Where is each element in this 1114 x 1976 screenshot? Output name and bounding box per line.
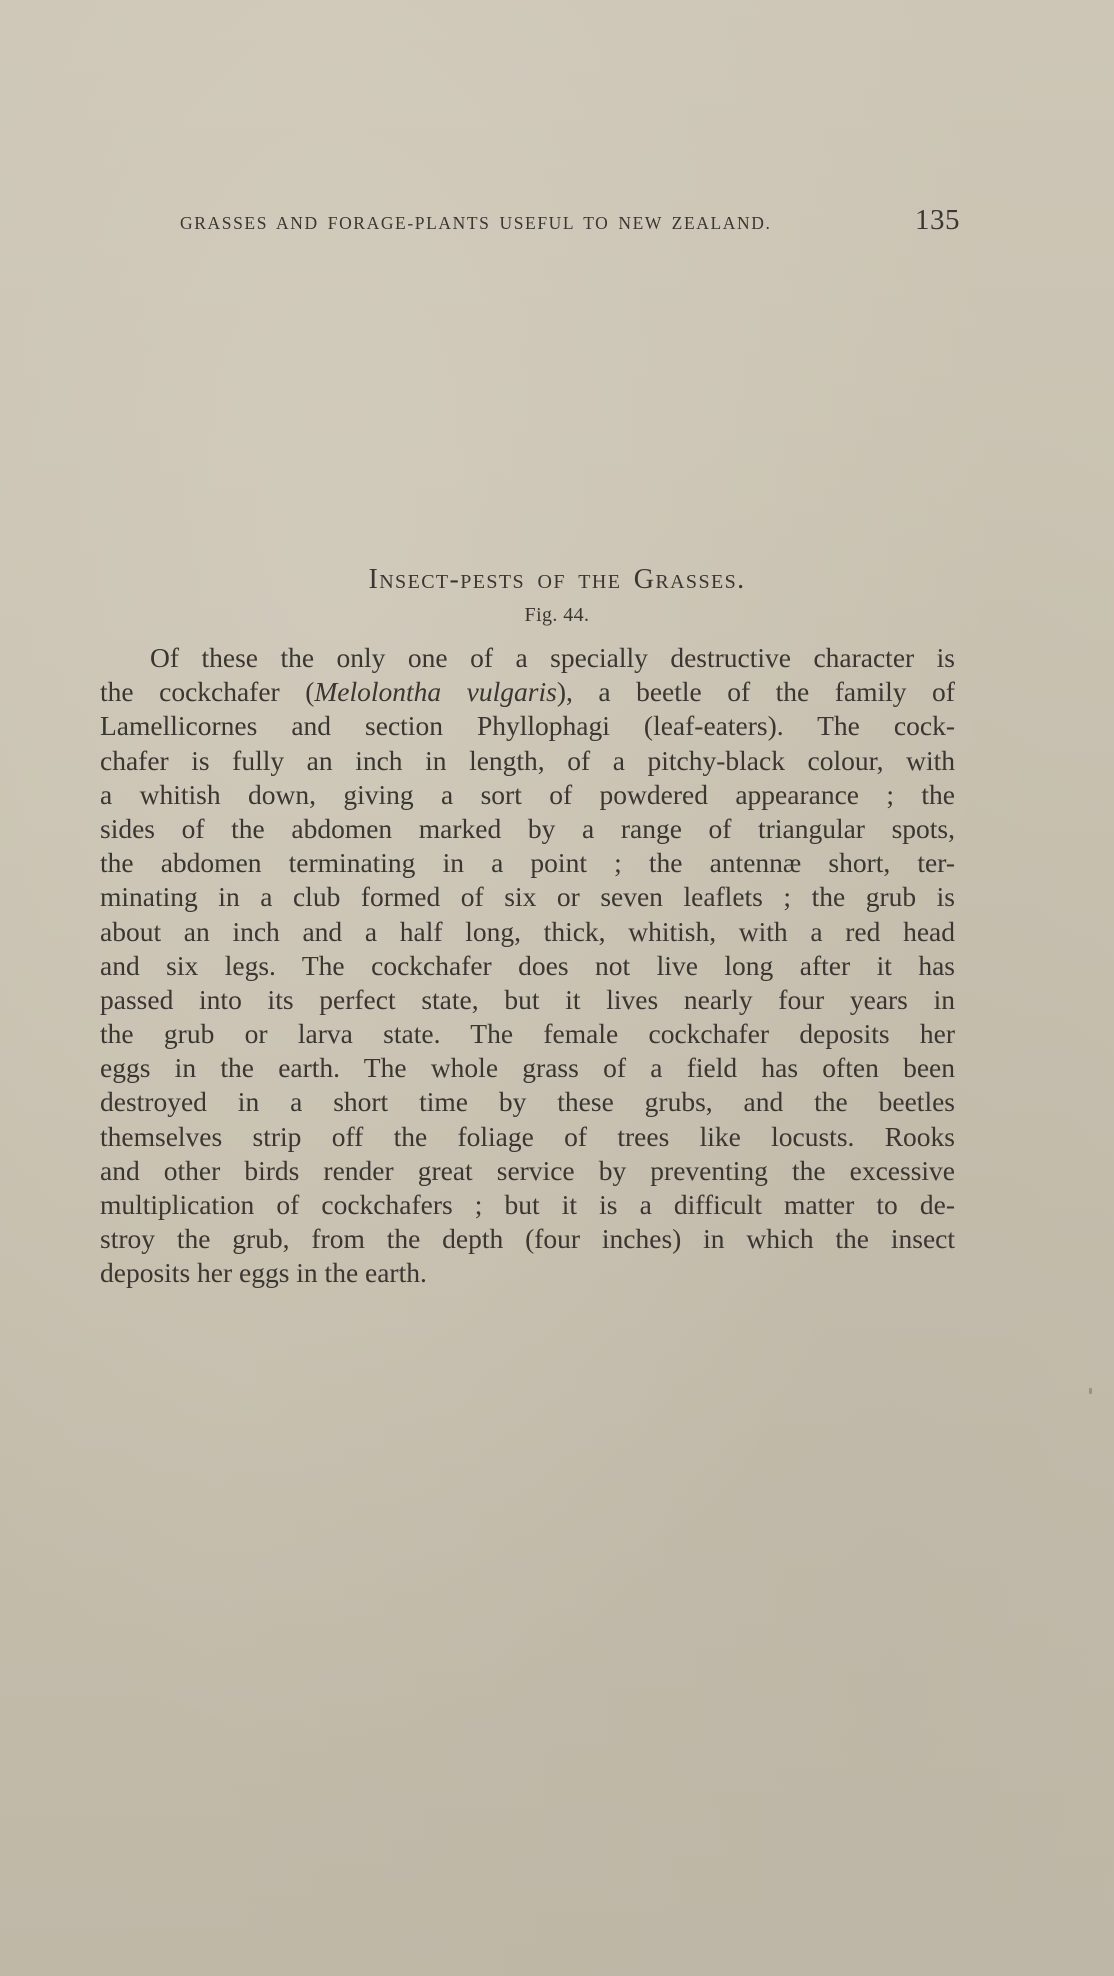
- running-head: [180, 204, 960, 240]
- text-line: multiplication of cockchafers ; but it is a difficult matter to de-: [100, 1189, 955, 1220]
- text-line: eggs in the earth. The whole grass of a field has often been: [100, 1052, 955, 1084]
- running-head-title: GRASSES AND FORAGE-PLANTS USEFUL TO NEW ZEALAND.: [180, 213, 772, 233]
- paper-speck: [1089, 1388, 1092, 1394]
- figure-reference: Fig. 44.: [524, 604, 590, 626]
- text-line: Of these the only one of a specially destructive character is: [150, 642, 955, 673]
- text-line: and six legs. The cockchafer does not live long after it has: [100, 949, 955, 981]
- text-line: stroy the grub, from the depth (four inches) in which the insect: [100, 1223, 955, 1255]
- text-line: themselves strip off the foliage of trees like locusts. Rooks: [100, 1120, 955, 1152]
- section-heading: Insect-pests of the Grasses.: [368, 564, 746, 595]
- text-line: sides of the abdomen marked by a range of triangular spots,: [100, 812, 955, 844]
- page-number: 135: [915, 204, 960, 236]
- body-paragraph: [100, 641, 955, 1291]
- species-name: Melolontha vulgaris: [314, 676, 557, 708]
- text-line: Lamellicornes and section Phyllophagi (leaf-eaters). The cock-: [100, 710, 955, 742]
- text-line: about an inch and a half long, thick, whitish, with a red head: [100, 915, 955, 947]
- text-line: the abdomen terminating in a point ; the antennæ short, ter-: [100, 847, 955, 879]
- text-line: destroyed in a short time by these grubs, and the beetles: [100, 1086, 955, 1118]
- text-line: minating in a club formed of six or seven leaflets ; the grub is: [100, 881, 955, 913]
- text-line: passed into its perfect state, but it lives nearly four years in: [100, 983, 955, 1015]
- text-line: the grub or larva state. The female cockchafer deposits her: [100, 1018, 955, 1050]
- text-line: deposits her eggs in the earth.: [100, 1257, 427, 1289]
- text-line: chafer is fully an inch in length, of a pitchy-black colour, with: [100, 744, 955, 776]
- text-line: the cockchafer (Melolontha vulgaris), a beetle of the family of: [100, 676, 955, 708]
- text-line: and other birds render great service by preventing the excessive: [100, 1154, 955, 1186]
- text-line: a whitish down, giving a sort of powdered appearance ; the: [100, 778, 955, 810]
